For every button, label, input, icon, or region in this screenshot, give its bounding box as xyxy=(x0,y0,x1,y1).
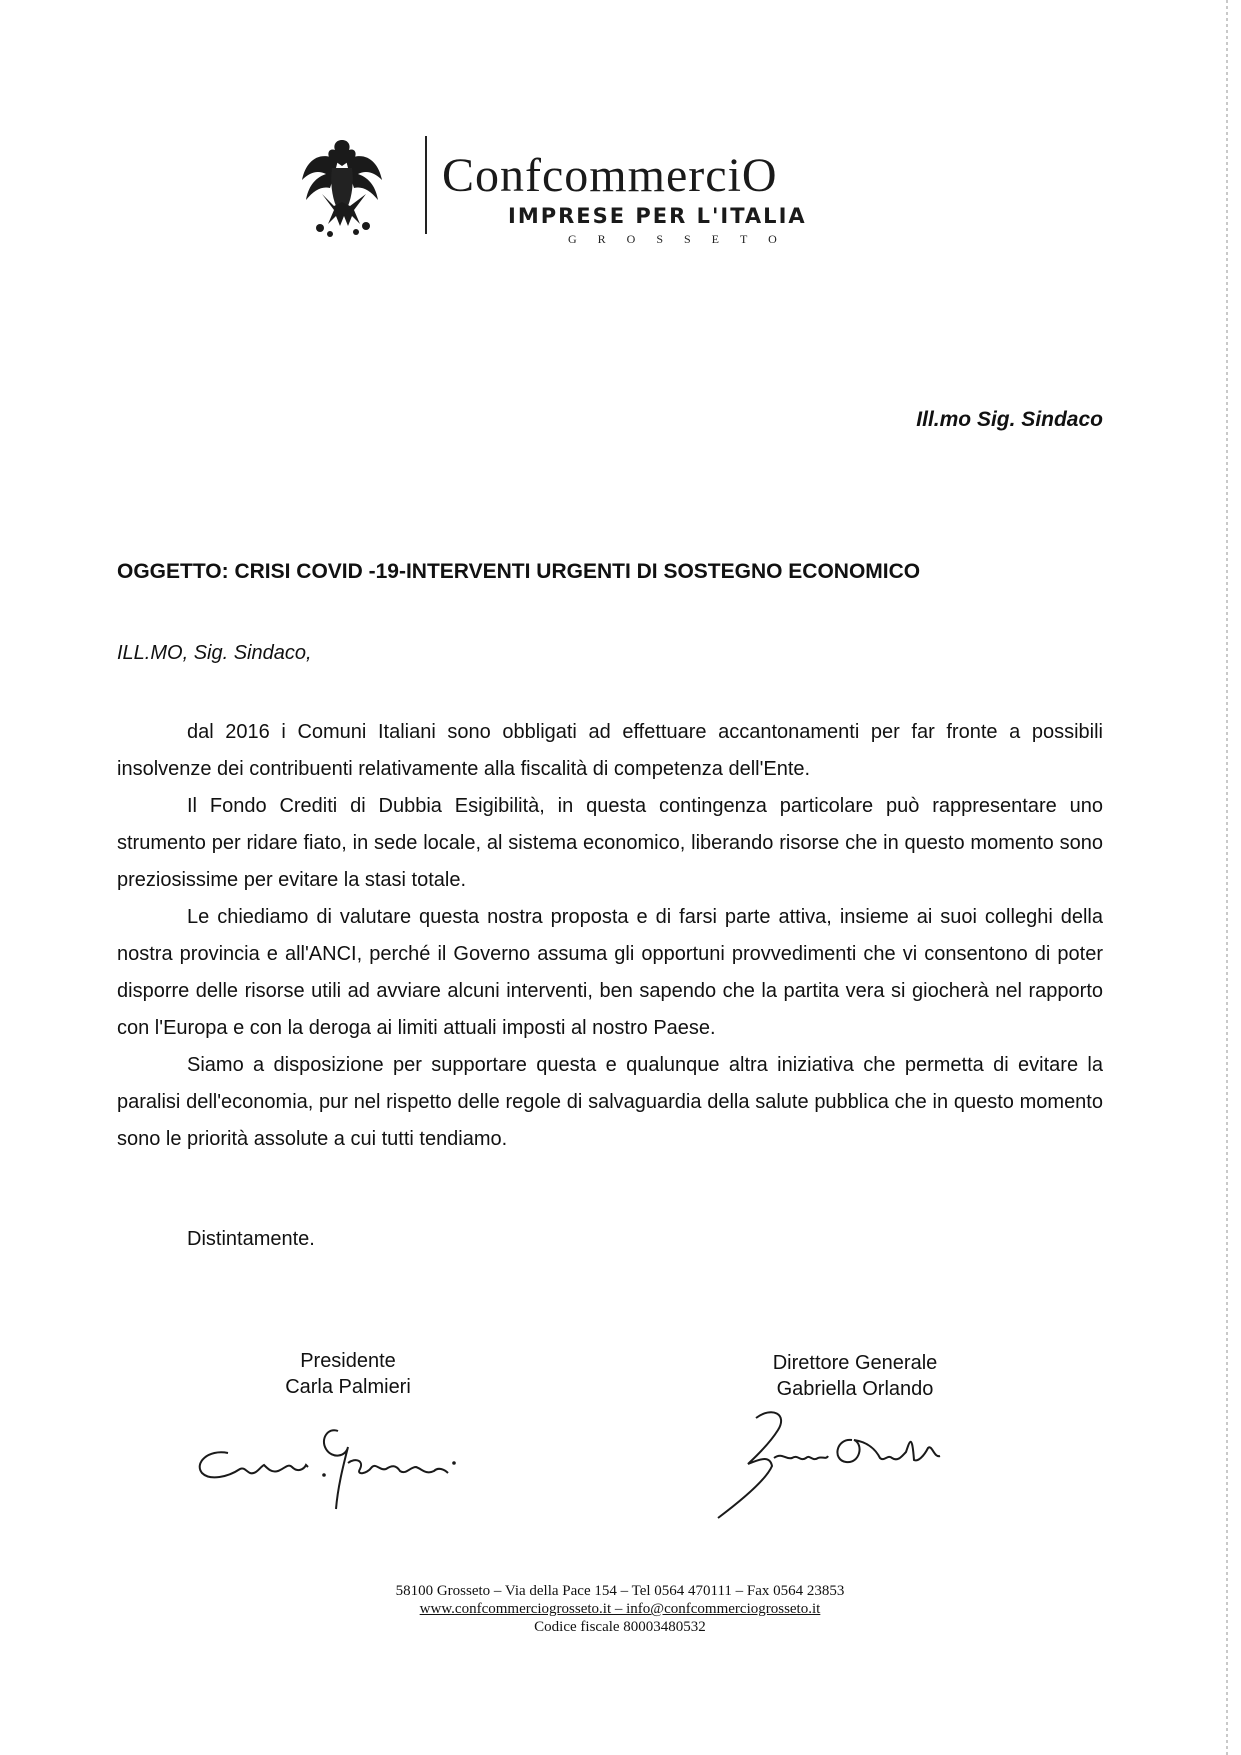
org-name: ConfcommerciO xyxy=(442,149,778,202)
signatory-name: Gabriella Orlando xyxy=(776,1378,934,1400)
footer-address: 58100 Grosseto – Via della Pace 154 – Tel 0564 470111 – Fax 0564 23853 xyxy=(395,1583,845,1599)
signatory-role: Direttore Generale xyxy=(772,1352,938,1374)
signature-director xyxy=(712,1400,1012,1520)
signatory-president xyxy=(248,1348,448,1400)
signatory-role: Presidente xyxy=(300,1350,396,1372)
subject-line: OGGETTO: CRISI COVID -19-INTERVENTI URGENTI DI SOSTEGNO ECONOMICO xyxy=(117,560,921,583)
letterhead-divider xyxy=(425,136,427,234)
signature-president xyxy=(188,1405,508,1515)
eagle-logo-icon xyxy=(300,136,384,240)
scan-page-edge xyxy=(1226,0,1228,1755)
letter-body xyxy=(117,714,1103,1158)
closing: Distintamente. xyxy=(187,1228,315,1250)
paragraph: dal 2016 i Comuni Italiani sono obbligati ad effettuare accantonamenti per far fronte a possibili insolvenze dei contribuenti relativamente alla fiscalità di competenza dell'Ente. xyxy=(117,721,1103,780)
paragraph: Le chiediamo di valutare questa nostra proposta e di farsi parte attiva, insieme ai suoi colleghi della nostra provincia e all'ANCI, perché il Governo assuma gli opportuni provvedimenti che vi consentono di poter disporre delle risorse utili ad avviare alcuni interventi, ben sapendo che la partita vera si giocherà nel rapporto con l'Europa e con la deroga ai limiti attuali imposti al nostro Paese. xyxy=(117,906,1103,1039)
paragraph: Il Fondo Crediti di Dubbia Esigibilità, in questa contingenza particolare può rappresentare uno strumento per ridare fiato, in sede locale, al sistema economico, liberando risorse che in questo momento sono preziosissime per evitare la stasi totale. xyxy=(117,795,1103,891)
salutation: ILL.MO, Sig. Sindaco, xyxy=(117,642,312,664)
recipient: Ill.mo Sig. Sindaco xyxy=(916,408,1103,431)
letterhead xyxy=(300,130,920,250)
footer-tax-code: Codice fiscale 80003480532 xyxy=(534,1619,706,1635)
signatory-director xyxy=(745,1350,965,1402)
paragraph: Siamo a disposizione per supportare questa e qualunque altra iniziativa che permetta di evitare la paralisi dell'economia, pur nel rispetto delle regole di salvaguardia della salute pubblica che in questo momento sono le priorità assolute a cui tutti tendiamo. xyxy=(117,1054,1103,1150)
footer-links[interactable]: www.confcommerciogrosseto.it – info@confcommerciogrosseto.it xyxy=(419,1601,821,1617)
org-city: GROSSETO xyxy=(568,232,798,246)
footer xyxy=(300,1582,940,1636)
org-tagline: IMPRESE PER L'ITALIA xyxy=(508,204,807,228)
signatory-name: Carla Palmieri xyxy=(285,1376,411,1398)
